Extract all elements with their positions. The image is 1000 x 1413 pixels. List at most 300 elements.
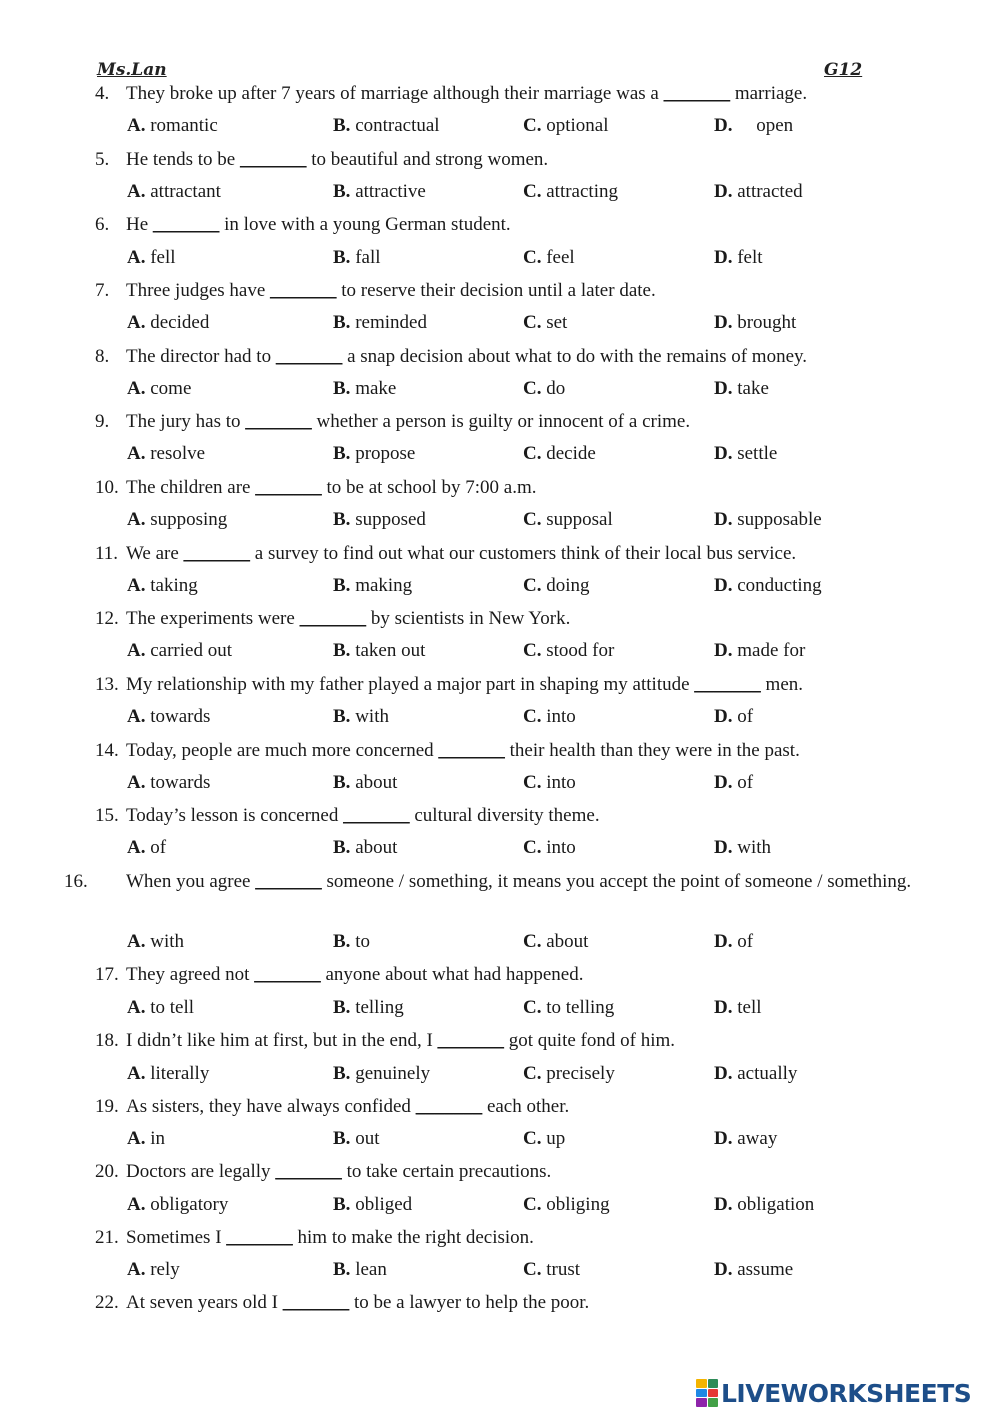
option-letter: A.: [127, 640, 146, 661]
option-b[interactable]: [333, 637, 425, 665]
option-letter: A.: [127, 837, 146, 858]
option-text: up: [546, 1128, 566, 1149]
option-a[interactable]: [127, 994, 194, 1022]
option-letter: C.: [523, 772, 542, 793]
question-stem: [95, 343, 920, 371]
option-text: assume: [737, 1259, 794, 1280]
option-b[interactable]: [333, 506, 426, 534]
option-c[interactable]: [523, 994, 614, 1022]
question-text-after-blank: him to make the right decision.: [292, 1227, 534, 1248]
question-text-before-blank: Three judges have: [126, 280, 271, 301]
option-b[interactable]: [333, 703, 389, 731]
option-text: about: [546, 931, 589, 952]
option-text: obligatory: [150, 1194, 229, 1215]
option-letter: B.: [333, 1128, 351, 1149]
option-c[interactable]: [523, 440, 596, 468]
question-stem: [95, 605, 920, 633]
option-letter: A.: [127, 247, 146, 268]
option-letter: C.: [523, 312, 542, 333]
option-text: tell: [737, 997, 762, 1018]
option-text: feel: [546, 247, 575, 268]
question-text-after-blank: to be a lawyer to help the poor.: [349, 1292, 590, 1313]
option-text: rely: [150, 1259, 180, 1280]
option-c[interactable]: [523, 769, 576, 797]
option-letter: C.: [523, 706, 542, 727]
question-number: 10.: [95, 477, 119, 498]
question-stem: [95, 671, 920, 699]
option-b[interactable]: [333, 572, 412, 600]
option-text: into: [546, 706, 576, 727]
question-text-before-blank: At seven years old I: [126, 1292, 283, 1313]
option-letter: A.: [127, 706, 146, 727]
liveworksheets-logo-icon: [696, 1379, 718, 1407]
option-letter: A.: [127, 1194, 146, 1215]
option-letter: B.: [333, 772, 351, 793]
option-text: out: [355, 1128, 380, 1149]
question-number: 17.: [95, 964, 119, 985]
option-letter: A.: [127, 575, 146, 596]
option-letter: C.: [523, 509, 542, 530]
option-a[interactable]: [127, 309, 209, 337]
option-c[interactable]: [523, 1256, 580, 1284]
option-text: supposable: [737, 509, 822, 530]
option-letter: D.: [714, 443, 733, 464]
option-letter: C.: [523, 997, 542, 1018]
option-b[interactable]: [333, 244, 381, 272]
option-letter: C.: [523, 247, 542, 268]
option-text: taking: [150, 575, 198, 596]
option-text: with: [355, 706, 389, 727]
option-a[interactable]: [127, 572, 198, 600]
option-c[interactable]: [523, 506, 613, 534]
question-text-before-blank: As sisters, they have always confided: [126, 1096, 416, 1117]
option-letter: D.: [714, 706, 733, 727]
option-letter: C.: [523, 1259, 542, 1280]
option-text: away: [737, 1128, 778, 1149]
option-a[interactable]: [127, 637, 232, 665]
question-number: 4.: [95, 83, 110, 104]
option-c[interactable]: [523, 1125, 565, 1153]
option-d[interactable]: [714, 1191, 814, 1219]
option-text: made for: [737, 640, 806, 661]
option-text: with: [737, 837, 772, 858]
option-c[interactable]: [523, 1191, 610, 1219]
question-text-after-blank: a snap decision about what to do with the remains of money.: [342, 346, 808, 367]
answer-blank[interactable]: _______: [270, 280, 337, 301]
option-b[interactable]: [333, 1191, 412, 1219]
option-text: contractual: [355, 115, 440, 136]
option-letter: D.: [714, 312, 733, 333]
option-b[interactable]: [333, 375, 396, 403]
question-text-after-blank: whether a person is guilty or innocent of a crime.: [311, 411, 691, 432]
answer-blank[interactable]: _______: [275, 1161, 342, 1182]
option-c[interactable]: [523, 112, 609, 140]
question-number: 19.: [95, 1096, 119, 1117]
option-letter: C.: [523, 181, 542, 202]
option-d[interactable]: [714, 994, 762, 1022]
option-letter: B.: [333, 378, 351, 399]
question-number: 14.: [95, 740, 119, 761]
option-text: carried out: [150, 640, 232, 661]
option-c[interactable]: [523, 178, 618, 206]
option-d[interactable]: [714, 112, 793, 140]
option-text: towards: [150, 706, 211, 727]
question-text-after-blank: marriage.: [730, 83, 808, 104]
option-letter: A.: [127, 772, 146, 793]
option-b[interactable]: [333, 309, 427, 337]
option-letter: C.: [523, 640, 542, 661]
option-text: literally: [150, 1063, 210, 1084]
option-c[interactable]: [523, 244, 575, 272]
option-d[interactable]: [714, 928, 753, 956]
option-d[interactable]: [714, 1125, 777, 1153]
option-letter: B.: [333, 837, 351, 858]
option-letter: C.: [523, 575, 542, 596]
option-letter: B.: [333, 575, 351, 596]
question-number: 18.: [95, 1030, 119, 1051]
answer-blank[interactable]: _______: [694, 674, 761, 695]
answer-blank[interactable]: _______: [239, 149, 307, 170]
option-c[interactable]: [523, 1060, 615, 1088]
question-stem: [95, 737, 920, 765]
question-text-before-blank: He tends to be: [126, 149, 240, 170]
question-text-after-blank: got quite fond of him.: [504, 1030, 675, 1051]
option-b[interactable]: [333, 178, 426, 206]
option-c[interactable]: [523, 703, 576, 731]
option-a[interactable]: [127, 769, 210, 797]
question-stem: [95, 802, 920, 830]
answer-blank[interactable]: _______: [226, 1227, 293, 1248]
option-b[interactable]: [333, 1060, 430, 1088]
option-a[interactable]: [127, 375, 191, 403]
question-text-before-blank: Sometimes I: [126, 1227, 227, 1248]
question-text-after-blank: each other.: [482, 1096, 570, 1117]
option-letter: B.: [333, 931, 351, 952]
option-a[interactable]: [127, 1191, 228, 1219]
question-text-before-blank: When you agree: [126, 871, 256, 892]
option-letter: B.: [333, 997, 351, 1018]
option-b[interactable]: [333, 994, 404, 1022]
option-text: make: [355, 378, 397, 399]
question-text-before-blank: The jury has to: [126, 411, 246, 432]
question-stem: [95, 961, 920, 989]
question-number: 8.: [95, 346, 110, 367]
option-c[interactable]: [523, 375, 565, 403]
answer-blank[interactable]: _______: [275, 346, 343, 367]
option-letter: D.: [714, 1194, 733, 1215]
option-a[interactable]: [127, 440, 205, 468]
option-letter: C.: [523, 931, 542, 952]
option-a[interactable]: [127, 244, 176, 272]
option-text: to: [355, 931, 370, 952]
question-text-before-blank: Doctors are legally: [126, 1161, 276, 1182]
option-letter: A.: [127, 312, 146, 333]
option-letter: C.: [523, 1063, 542, 1084]
option-letter: D.: [714, 1063, 733, 1084]
option-d[interactable]: [714, 1256, 793, 1284]
option-text: settle: [737, 443, 778, 464]
option-text: supposed: [355, 509, 426, 530]
option-text: fell: [150, 247, 176, 268]
option-text: attracting: [546, 181, 618, 202]
option-d[interactable]: [714, 440, 777, 468]
option-text: decide: [546, 443, 596, 464]
option-a[interactable]: [127, 1125, 165, 1153]
question-text-before-blank: Today, people are much more concerned: [126, 740, 439, 761]
option-text: attracted: [737, 181, 803, 202]
option-b[interactable]: [333, 440, 415, 468]
answer-blank[interactable]: _______: [663, 83, 731, 104]
header-teacher-name: Ms.Lan: [97, 60, 167, 80]
option-letter: B.: [333, 640, 351, 661]
option-d[interactable]: [714, 506, 822, 534]
option-text: reminded: [355, 312, 427, 333]
question-text-after-blank: cultural diversity theme.: [409, 805, 600, 826]
question-text-before-blank: I didn’t like him at first, but in the end, I: [126, 1030, 438, 1051]
question-text-before-blank: The experiments were: [126, 608, 300, 629]
option-letter: B.: [333, 312, 351, 333]
question-text-before-blank: They agreed not: [126, 964, 255, 985]
answer-blank[interactable]: _______: [438, 740, 505, 761]
question-text-before-blank: We are: [126, 543, 184, 564]
option-letter: D.: [714, 1259, 733, 1280]
option-a[interactable]: [127, 112, 218, 140]
option-letter: A.: [127, 1259, 146, 1280]
option-letter: B.: [333, 247, 351, 268]
answer-blank[interactable]: _______: [183, 543, 251, 564]
option-text: supposal: [546, 509, 613, 530]
option-text: to tell: [150, 997, 195, 1018]
option-letter: C.: [523, 378, 542, 399]
option-text: obliging: [546, 1194, 610, 1215]
option-text: obliged: [355, 1194, 413, 1215]
option-a[interactable]: [127, 703, 210, 731]
option-text: making: [355, 575, 413, 596]
option-letter: D.: [714, 247, 733, 268]
option-letter: A.: [127, 997, 146, 1018]
question-number: 15.: [95, 805, 119, 826]
option-letter: D.: [714, 997, 733, 1018]
option-letter: B.: [333, 509, 351, 530]
option-letter: A.: [127, 115, 146, 136]
question-text-before-blank: They broke up after 7 years of marriage although their marriage was a: [126, 83, 664, 104]
option-text: take: [737, 378, 769, 399]
answer-blank[interactable]: _______: [254, 964, 321, 985]
answer-blank[interactable]: _______: [343, 805, 410, 826]
question-number: 12.: [95, 608, 119, 629]
option-letter: B.: [333, 706, 351, 727]
question-stem: [64, 868, 951, 896]
option-text: telling: [355, 997, 404, 1018]
question-number: 7.: [95, 280, 110, 301]
question-text-after-blank: someone / something, it means you accept the point of someone / something.: [321, 871, 912, 892]
answer-blank[interactable]: _______: [299, 608, 367, 629]
question-stem: [95, 540, 920, 568]
question-number: 6.: [95, 214, 110, 235]
option-text: taken out: [355, 640, 426, 661]
option-b[interactable]: [333, 769, 397, 797]
question-stem: [95, 1289, 920, 1317]
option-text: into: [546, 837, 576, 858]
option-d[interactable]: [714, 572, 822, 600]
option-letter: B.: [333, 181, 351, 202]
option-text: actually: [737, 1063, 798, 1084]
question-stem: [95, 408, 920, 436]
option-text: of: [737, 931, 754, 952]
option-a[interactable]: [127, 1060, 209, 1088]
option-text: of: [150, 837, 167, 858]
option-letter: D.: [714, 181, 733, 202]
option-letter: A.: [127, 931, 146, 952]
option-d[interactable]: [714, 244, 763, 272]
option-letter: A.: [127, 1063, 146, 1084]
option-text: set: [546, 312, 568, 333]
liveworksheets-logo[interactable]: [696, 1376, 996, 1410]
question-stem: [95, 474, 920, 502]
answer-blank[interactable]: _______: [255, 477, 322, 498]
question-text-after-blank: in love with a young German student.: [219, 214, 511, 235]
question-number: 22.: [95, 1292, 119, 1313]
question-text-after-blank: men.: [760, 674, 804, 695]
option-text: decided: [150, 312, 210, 333]
question-text-before-blank: Today’s lesson is concerned: [126, 805, 344, 826]
option-a[interactable]: [127, 928, 184, 956]
option-b[interactable]: [333, 1125, 379, 1153]
question-text-after-blank: by scientists in New York.: [366, 608, 571, 629]
question-stem: [95, 1224, 920, 1252]
question-text-after-blank: a survey to find out what our customers think of their local bus service.: [250, 543, 797, 564]
option-letter: C.: [523, 443, 542, 464]
option-b[interactable]: [333, 1256, 387, 1284]
option-text: about: [355, 837, 398, 858]
question-number: 5.: [95, 149, 110, 170]
option-text: in: [150, 1128, 166, 1149]
option-text: to telling: [546, 997, 615, 1018]
option-letter: A.: [127, 443, 146, 464]
option-letter: B.: [333, 1194, 351, 1215]
question-text-before-blank: My relationship with my father played a major part in shaping my attitude: [126, 674, 695, 695]
option-c[interactable]: [523, 572, 590, 600]
option-a[interactable]: [127, 506, 227, 534]
option-letter: D.: [714, 837, 733, 858]
question-number: 9.: [95, 411, 110, 432]
option-a[interactable]: [127, 178, 221, 206]
question-number: 16.: [64, 871, 88, 892]
option-letter: C.: [523, 1194, 542, 1215]
option-text: genuinely: [355, 1063, 431, 1084]
option-a[interactable]: [127, 834, 166, 862]
option-letter: D.: [714, 772, 733, 793]
question-text-after-blank: to beautiful and strong women.: [306, 149, 549, 170]
option-text: about: [355, 772, 398, 793]
option-text: attractant: [150, 181, 221, 202]
option-d[interactable]: [714, 1060, 797, 1088]
option-text: lean: [355, 1259, 387, 1280]
question-stem: [95, 80, 920, 108]
option-text: felt: [737, 247, 763, 268]
option-c[interactable]: [523, 637, 614, 665]
question-text-after-blank: to be at school by 7:00 a.m.: [321, 477, 537, 498]
question-text-before-blank: The director had to: [126, 346, 276, 367]
option-letter: B.: [333, 115, 351, 136]
question-stem: [95, 1093, 920, 1121]
option-letter: C.: [523, 1128, 542, 1149]
option-c[interactable]: [523, 309, 567, 337]
option-d[interactable]: [714, 834, 771, 862]
option-text: conducting: [737, 575, 822, 596]
option-text: propose: [355, 443, 416, 464]
option-text: attractive: [355, 181, 426, 202]
option-text: romantic: [150, 115, 218, 136]
question-text-after-blank: to take certain precautions.: [341, 1161, 552, 1182]
question-text-before-blank: He: [126, 214, 153, 235]
option-letter: A.: [127, 181, 146, 202]
option-text: stood for: [546, 640, 615, 661]
option-text: optional: [546, 115, 609, 136]
option-d[interactable]: [714, 178, 803, 206]
question-text-after-blank: their health than they were in the past.: [504, 740, 800, 761]
option-c[interactable]: [523, 834, 576, 862]
question-number: 20.: [95, 1161, 119, 1182]
option-b[interactable]: [333, 834, 397, 862]
option-text: brought: [737, 312, 797, 333]
option-text: open: [756, 115, 794, 136]
option-d[interactable]: [714, 375, 769, 403]
option-letter: C.: [523, 115, 542, 136]
question-number: 13.: [95, 674, 119, 695]
answer-blank[interactable]: _______: [282, 1292, 350, 1313]
option-letter: C.: [523, 837, 542, 858]
question-stem: [95, 211, 920, 239]
option-b[interactable]: [333, 112, 440, 140]
answer-blank[interactable]: _______: [415, 1096, 483, 1117]
option-a[interactable]: [127, 1256, 180, 1284]
option-d[interactable]: [714, 637, 805, 665]
question-stem: [95, 277, 920, 305]
option-d[interactable]: [714, 703, 753, 731]
option-text: do: [546, 378, 566, 399]
brand-name: LIVEWORKSHEETS: [721, 1378, 972, 1408]
option-text: precisely: [546, 1063, 615, 1084]
option-letter: A.: [127, 378, 146, 399]
option-d[interactable]: [714, 309, 796, 337]
option-letter: B.: [333, 1063, 351, 1084]
option-letter: D.: [714, 931, 733, 952]
option-text: doing: [546, 575, 590, 596]
answer-blank[interactable]: _______: [245, 411, 312, 432]
option-d[interactable]: [714, 769, 753, 797]
option-c[interactable]: [523, 928, 588, 956]
option-letter: D.: [714, 640, 733, 661]
answer-blank[interactable]: _______: [255, 871, 322, 892]
option-text: into: [546, 772, 576, 793]
option-text: obligation: [737, 1194, 815, 1215]
answer-blank[interactable]: _______: [437, 1030, 505, 1051]
answer-blank[interactable]: _______: [152, 214, 220, 235]
option-text: come: [150, 378, 192, 399]
option-b[interactable]: [333, 928, 370, 956]
option-text: towards: [150, 772, 211, 793]
option-text: fall: [355, 247, 381, 268]
question-stem: [95, 1027, 920, 1055]
option-letter: B.: [333, 443, 351, 464]
option-letter: A.: [127, 509, 146, 530]
question-text-after-blank: to reserve their decision until a later date.: [336, 280, 656, 301]
question-text-after-blank: anyone about what had happened.: [320, 964, 584, 985]
option-letter: A.: [127, 1128, 146, 1149]
option-text: of: [737, 706, 754, 727]
question-number: 11.: [95, 543, 119, 564]
